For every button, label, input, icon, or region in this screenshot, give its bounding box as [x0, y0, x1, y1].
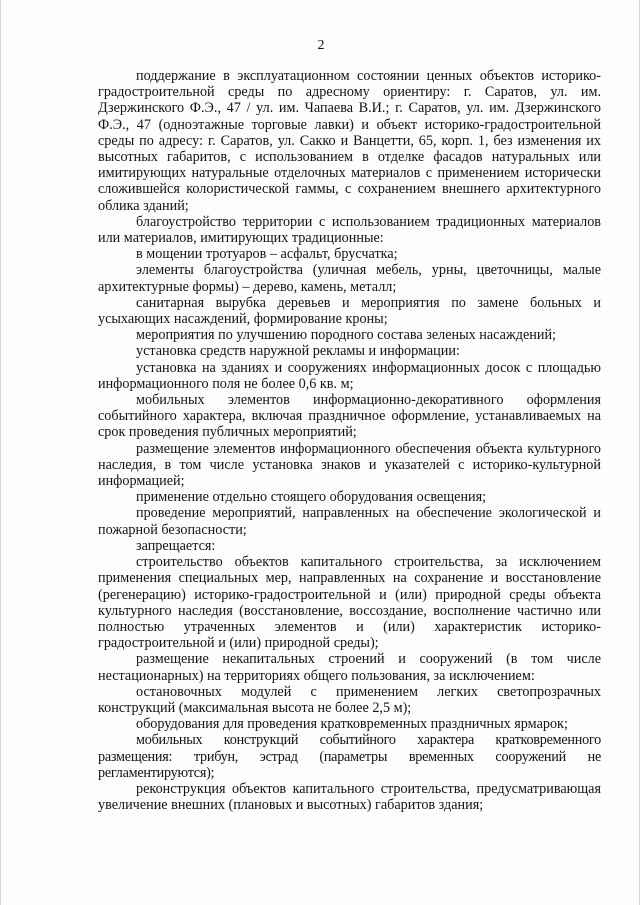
paragraph-15: размещение некапитальных строений и сооружений (в том числе нестационарных) на территориях общего пользования, за исключением:: [98, 651, 601, 684]
paragraph-14: строительство объектов капитального строительства, за исключением применения специальных мер, направленных на сохранение и восстановление (регенерацию) историко-градостроительной и (или) природной среды объекта культурного наследия (восстановление, воссоздание, восполнение частично или полностью утраченных элементов и (или) характеристик историко-градостроительной и (или) природной среды);: [98, 554, 601, 652]
paragraph-6: мероприятия по улучшению породного состава зеленых насаждений;: [136, 327, 556, 344]
paragraph-5: санитарная вырубка деревьев и мероприятия по замене больных и усыхающих насаждений, формирование кроны;: [98, 294, 601, 328]
paragraph-12: проведение мероприятий, направленных на обеспечение экологической и пожарной безопасности;: [98, 505, 601, 538]
paragraph-10: размещение элементов информационного обеспечения объекта культурного наследия, в том числе установка знаков и указателей с историко-культурной информацией;: [98, 440, 601, 490]
paragraph-13: запрещается:: [136, 537, 216, 554]
paragraph-2: благоустройство территории с использованием традиционных материалов или материалов, имитирующих традиционные:: [98, 213, 601, 247]
paragraph-1: поддержание в эксплуатационном состоянии ценных объектов историко-градостроительной среды по адресному ориентиру: г. Саратов, ул. им. Дзержинского Ф.Э., 47 / ул. им. Чапаева В.И.; г. Саратов, ул. им. Дзержинского Ф.Э., 47 (одноэтажные торговые лавки) и объект историко-градостроительной среды по адресу: г. Саратов, ул. Сакко и Ванцетти, 65, корп. 1, без изменения их высотных габаритов, с использованием в отделке фасадов натуральных или имитирующих натуральные отделочных материалов с применением исторически сложившейся колористической гаммы, с сохранением внешнего архитектурного облика зданий;: [98, 68, 601, 214]
document-body: [98, 68, 601, 813]
paragraph-16: остановочных модулей с применением легких светопрозрачных конструкций (максимальная высота не более 2,5 м);: [98, 683, 601, 716]
paragraph-3: в мощении тротуаров – асфальт, брусчатка;: [136, 246, 398, 263]
paragraph-11: применение отдельно стоящего оборудования освещения;: [136, 489, 487, 506]
page-number: 2: [317, 38, 325, 53]
paragraph-9: мобильных элементов информационно-декоративного оформления событийного характера, включая праздничное оформление, устанавливаемых на срок проведения публичных мероприятий;: [98, 392, 601, 441]
paragraph-7: установка средств наружной рекламы и информации:: [136, 343, 460, 360]
paragraph-8: установка на зданиях и сооружениях информационных досок с площадью информационного поля не более 0,6 кв. м;: [98, 359, 601, 392]
paragraph-18: мобильных конструкций событийного характера кратковременного размещения: трибун, эстрад (параметры временных сооружений не регламентируются);: [98, 732, 601, 781]
paragraph-19: реконструкция объектов капитального строительства, предусматривающая увеличение внешних (плановых и высотных) габаритов здания;: [98, 780, 601, 814]
paragraph-4: элементы благоустройства (уличная мебель, урны, цветочницы, малые архитектурные формы) – дерево, камень, металл;: [98, 262, 601, 295]
paragraph-17: оборудования для проведения кратковременных праздничных ярмарок;: [136, 716, 568, 733]
